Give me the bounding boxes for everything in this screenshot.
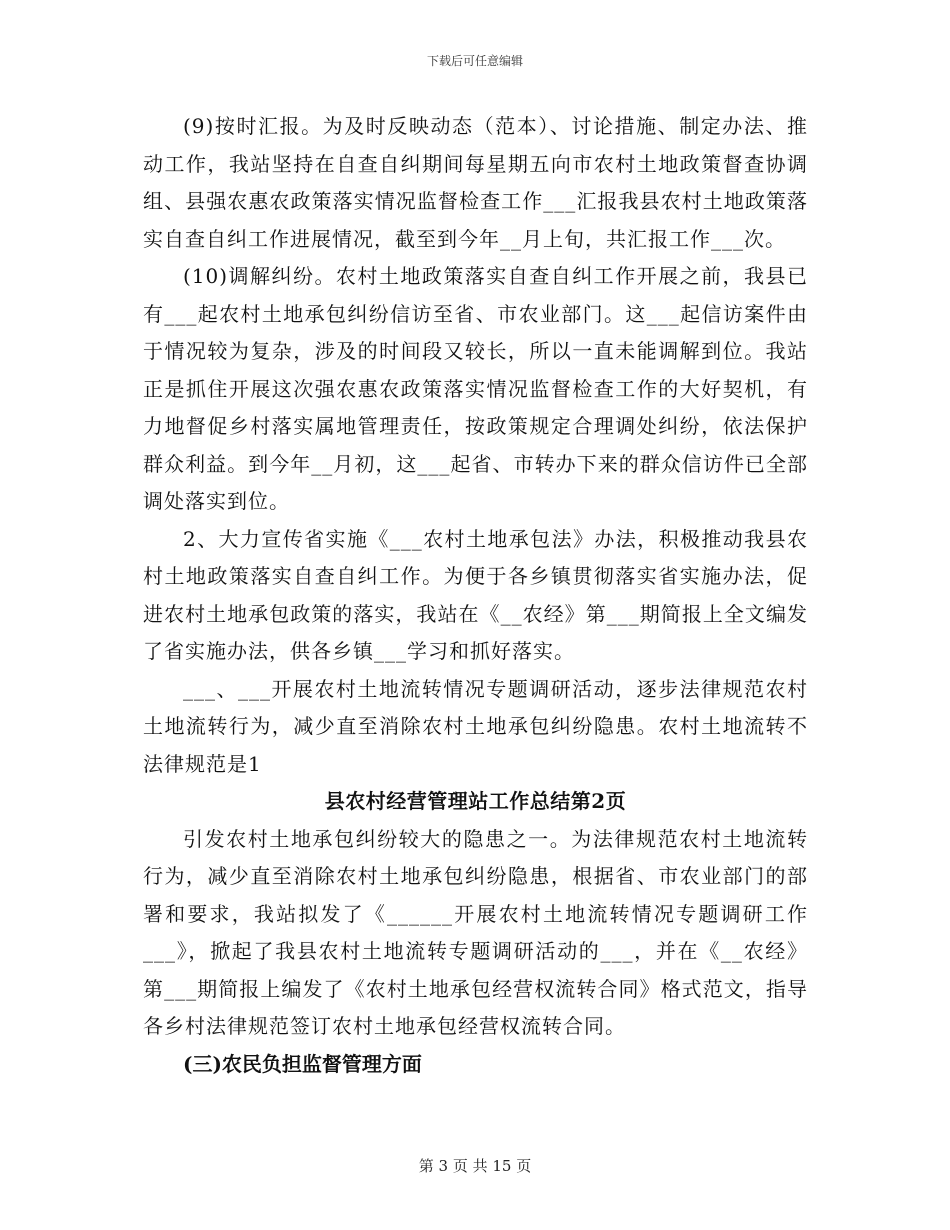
paragraph-section-3: ___、___开展农村土地流转情况专题调研活动，逐步法律规范农村土地流转行为，减少直至消除农村土地承包纠纷隐患。农村土地流转不法律规范是1 bbox=[143, 676, 808, 776]
page-number: 第 3 页 共 15 页 bbox=[418, 1157, 532, 1175]
paragraph-section-2: 2、大力宣传省实施《___农村土地承包法》办法，积极推动我县农村土地政策落实自查自纠工作。为便于各乡镇贯彻落实省实施办法，促进农村土地承包政策的落实，我站在《__农经》第___期简报上全文编发了省实施办法，供各乡镇___学习和抓好落实。 bbox=[143, 526, 808, 663]
paragraph-item-9: (9)按时汇报。为及时反映动态（范本）、讨论措施、制定办法、推动工作，我站坚持在自查自纠期间每星期五向市农村土地政策督查协调组、县强农惠农政策落实情况监督检查工作___汇报我县农村土地政策落实自查自纠工作进展情况，截至到今年__月上旬，共汇报工作___次。 bbox=[143, 114, 808, 251]
page-title: 县农村经营管理站工作总结第2页 bbox=[324, 789, 627, 813]
paragraph-section-3-continued: 引发农村土地承包纠纷较大的隐患之一。为法律规范农村土地流转行为，减少直至消除农村土地承包纠纷隐患，根据省、市农业部门的部署和要求，我站拟发了《______开展农村土地流转情况专题调研工作___》，掀起了我县农村土地流转专题调研活动的___，并在《__农经》第___期简报上编发了《农村土地承包经营权流转合同》格式范文，指导各乡村法律规范签订农村土地承包经营权流转合同。 bbox=[143, 826, 808, 1038]
document-body bbox=[143, 108, 808, 1083]
section-heading-farmer-burden: (三)农民负担监督管理方面 bbox=[183, 1051, 422, 1076]
page-header: 下载后可任意编辑 bbox=[426, 54, 523, 68]
paragraph-item-10: (10)调解纠纷。农村土地政策落实自查自纠工作开展之前，我县已有___起农村土地承包纠纷信访至省、市农业部门。这___起信访案件由于情况较为复杂，涉及的时间段又较长，所以一直未能调解到位。我站正是抓住开展这次强农惠农政策落实情况监督检查工作的大好契机，有力地督促乡村落实属地管理责任，按政策规定合理调处纠纷，依法保护群众利益。到今年__月初，这___起省、市转办下来的群众信访件已全部调处落实到位。 bbox=[143, 264, 808, 513]
